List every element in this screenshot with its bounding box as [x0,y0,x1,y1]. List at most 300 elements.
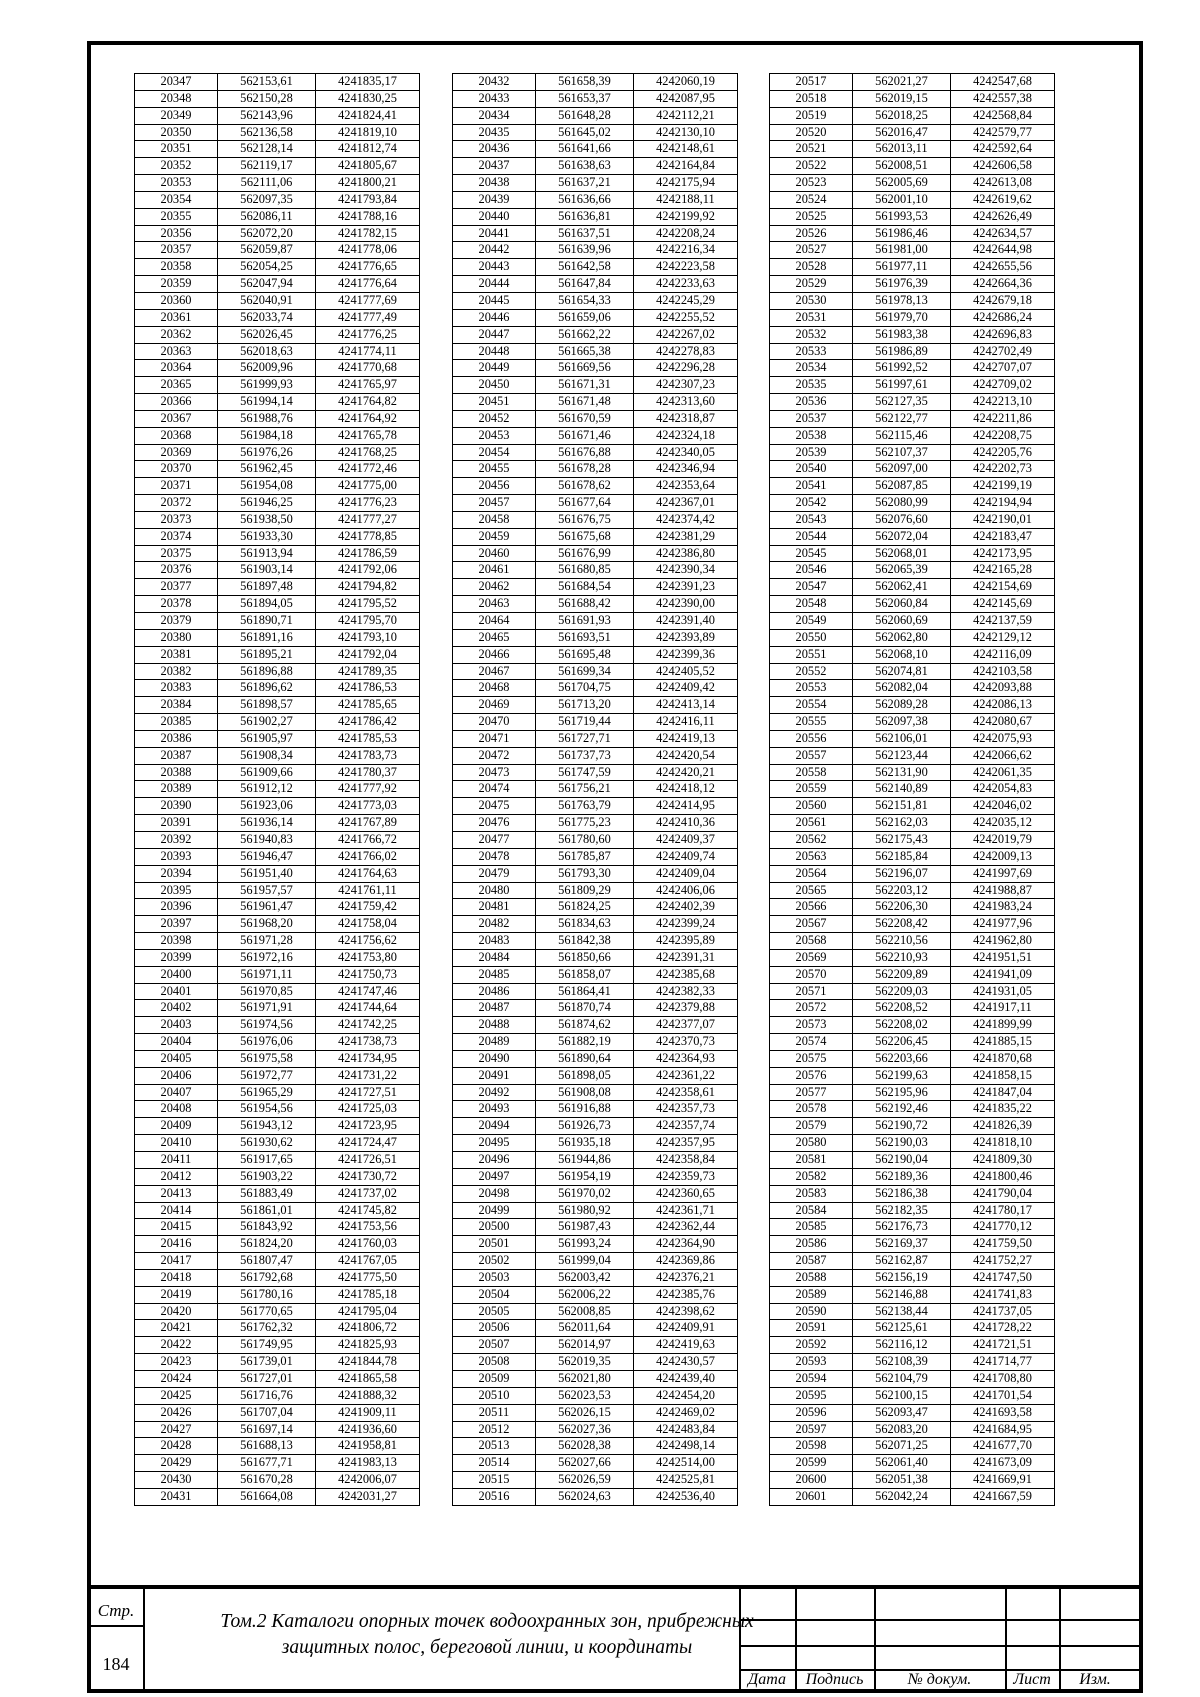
coordinate-x: 561645,02 [536,124,634,141]
table-row [453,1438,738,1455]
table-row [135,1067,420,1084]
coordinate-x: 562119,17 [218,158,316,175]
coordinate-x: 561654,33 [536,292,634,309]
point-id: 20572 [770,1000,853,1017]
table-row [453,983,738,1000]
coordinate-x: 562176,73 [853,1219,951,1236]
table-row [453,1269,738,1286]
table-row [453,730,738,747]
coordinate-x: 561676,99 [536,545,634,562]
coordinate-x: 562054,25 [218,259,316,276]
point-id: 20489 [453,1034,536,1051]
coordinate-x: 561972,77 [218,1067,316,1084]
table-row [770,730,1055,747]
table-row [453,1286,738,1303]
table-row [770,1034,1055,1051]
coordinate-y: 4242399,36 [634,646,738,663]
coordinates-table-column-2 [452,73,738,1506]
point-id: 20386 [135,730,218,747]
coordinate-y: 4242370,73 [634,1034,738,1051]
table-row [770,292,1055,309]
table-row [135,276,420,293]
table-row [135,545,420,562]
coordinate-y: 4242409,04 [634,865,738,882]
coordinate-x: 562210,56 [853,933,951,950]
coordinate-x: 562107,37 [853,444,951,461]
point-id: 20452 [453,410,536,427]
coordinate-y: 4241775,00 [316,478,420,495]
point-id: 20549 [770,613,853,630]
coordinate-y: 4242208,24 [634,225,738,242]
coordinate-y: 4242483,84 [634,1421,738,1438]
table-row [135,1168,420,1185]
table-row [770,124,1055,141]
table-row [453,158,738,175]
coordinate-x: 562071,25 [853,1438,951,1455]
point-id: 20450 [453,377,536,394]
coordinate-x: 562196,07 [853,865,951,882]
coordinate-y: 4241795,52 [316,596,420,613]
point-id: 20458 [453,511,536,528]
page-label: Стр. [97,1601,135,1620]
point-id: 20483 [453,933,536,950]
coordinate-x: 562162,87 [853,1253,951,1270]
point-id: 20562 [770,831,853,848]
point-id: 20443 [453,259,536,276]
coordinate-x: 562127,35 [853,394,951,411]
coordinate-y: 4242364,90 [634,1236,738,1253]
coordinate-x: 561638,63 [536,158,634,175]
point-id: 20353 [135,175,218,192]
table-row [770,1387,1055,1404]
table-row [453,1337,738,1354]
point-id: 20540 [770,461,853,478]
coordinate-y: 4242409,91 [634,1320,738,1337]
coordinate-x: 561780,16 [218,1286,316,1303]
point-id: 20601 [770,1488,853,1505]
table-row [135,191,420,208]
coordinate-x: 561896,62 [218,680,316,697]
table-row [453,933,738,950]
coordinate-y: 4242367,01 [634,495,738,512]
coordinate-y: 4241931,05 [951,983,1055,1000]
table-row [135,141,420,158]
point-id: 20389 [135,781,218,798]
coordinate-y: 4242112,21 [634,107,738,124]
table-row [135,798,420,815]
point-id: 20462 [453,579,536,596]
coordinate-x: 562087,85 [853,478,951,495]
coordinate-x: 561980,92 [536,1202,634,1219]
coordinate-y: 4242391,40 [634,613,738,630]
table-row [453,360,738,377]
table-row [770,697,1055,714]
table-row [770,1472,1055,1489]
coordinate-x: 562089,28 [853,697,951,714]
point-id: 20373 [135,511,218,528]
table-row [770,865,1055,882]
coordinate-x: 561977,11 [853,259,951,276]
coordinate-x: 561719,44 [536,714,634,731]
point-id: 20539 [770,444,853,461]
point-id: 20475 [453,798,536,815]
point-id: 20556 [770,730,853,747]
table-row [135,714,420,731]
point-id: 20414 [135,1202,218,1219]
point-id: 20581 [770,1152,853,1169]
table-row [453,478,738,495]
coordinate-y: 4242009,13 [951,848,1055,865]
table-row [135,613,420,630]
point-id: 20529 [770,276,853,293]
point-id: 20376 [135,562,218,579]
coordinate-y: 4242655,56 [951,259,1055,276]
point-id: 20356 [135,225,218,242]
table-row [135,831,420,848]
table-row [135,528,420,545]
coordinate-y: 4242357,73 [634,1101,738,1118]
coordinate-y: 4242469,02 [634,1404,738,1421]
point-id: 20378 [135,596,218,613]
coordinate-y: 4241825,93 [316,1337,420,1354]
point-id: 20401 [135,983,218,1000]
coordinate-y: 4241835,22 [951,1101,1055,1118]
point-id: 20582 [770,1168,853,1185]
table-row [770,1185,1055,1202]
table-row [453,1236,738,1253]
coordinate-y: 4242154,69 [951,579,1055,596]
coordinate-y: 4242634,57 [951,225,1055,242]
table-row [453,1387,738,1404]
point-id: 20577 [770,1084,853,1101]
coordinate-y: 4242358,61 [634,1084,738,1101]
coordinate-x: 562093,47 [853,1404,951,1421]
coordinate-x: 561697,14 [218,1421,316,1438]
coordinate-y: 4241809,30 [951,1152,1055,1169]
coordinate-y: 4242353,64 [634,478,738,495]
coordinate-x: 561978,13 [853,292,951,309]
table-row [453,1219,738,1236]
point-id: 20505 [453,1303,536,1320]
coordinate-x: 562123,44 [853,747,951,764]
point-id: 20468 [453,680,536,697]
coordinate-x: 562192,46 [853,1101,951,1118]
point-id: 20589 [770,1286,853,1303]
point-id: 20366 [135,394,218,411]
coordinate-x: 561688,13 [218,1438,316,1455]
coordinate-y: 4242183,47 [951,528,1055,545]
coordinate-y: 4242418,12 [634,781,738,798]
coordinate-x: 561975,58 [218,1050,316,1067]
table-row [770,882,1055,899]
table-row [453,1168,738,1185]
point-id: 20490 [453,1050,536,1067]
table-row [135,74,420,91]
table-row [770,613,1055,630]
point-id: 20544 [770,528,853,545]
table-row [770,916,1055,933]
coordinate-x: 562042,24 [853,1488,951,1505]
table-row [770,1303,1055,1320]
table-row [770,764,1055,781]
point-id: 20520 [770,124,853,141]
coordinate-x: 561699,34 [536,663,634,680]
coordinate-x: 562001,10 [853,191,951,208]
coordinate-y: 4242208,75 [951,427,1055,444]
table-row [453,1084,738,1101]
coordinate-x: 562027,36 [536,1421,634,1438]
table-row [770,714,1055,731]
table-row [453,427,738,444]
coordinate-x: 561981,00 [853,242,951,259]
point-id: 20512 [453,1421,536,1438]
table-row [135,461,420,478]
table-row [770,309,1055,326]
coordinate-x: 561909,66 [218,764,316,781]
point-id: 20511 [453,1404,536,1421]
coordinate-y: 4241792,06 [316,562,420,579]
table-row [770,966,1055,983]
table-row [453,949,738,966]
table-row [453,309,738,326]
coordinate-y: 4242357,74 [634,1118,738,1135]
coordinate-y: 4241772,46 [316,461,420,478]
coordinate-y: 4242307,23 [634,377,738,394]
point-id: 20349 [135,107,218,124]
table-row [770,781,1055,798]
point-id: 20359 [135,276,218,293]
table-row [770,1404,1055,1421]
coordinate-x: 562061,40 [853,1455,951,1472]
coordinate-x: 561809,29 [536,882,634,899]
coordinate-y: 4242702,49 [951,343,1055,360]
coordinate-y: 4242664,36 [951,276,1055,293]
coordinate-y: 4241752,27 [951,1253,1055,1270]
coordinate-x: 561923,06 [218,798,316,815]
point-id: 20391 [135,815,218,832]
table-row [135,933,420,950]
coordinate-x: 561984,18 [218,427,316,444]
coordinate-y: 4241783,73 [316,747,420,764]
table-row [135,1455,420,1472]
table-row [453,831,738,848]
coordinate-y: 4241767,89 [316,815,420,832]
coordinate-y: 4241764,92 [316,410,420,427]
coordinate-x: 561938,50 [218,511,316,528]
table-row [135,848,420,865]
coordinate-y: 4242035,12 [951,815,1055,832]
coordinate-x: 561968,20 [218,916,316,933]
coordinate-x: 562068,01 [853,545,951,562]
coordinate-y: 4242379,88 [634,1000,738,1017]
point-id: 20515 [453,1472,536,1489]
coordinate-y: 4242390,34 [634,562,738,579]
table-row [770,1084,1055,1101]
coordinate-y: 4241738,73 [316,1034,420,1051]
coordinate-y: 4242061,35 [951,764,1055,781]
coordinate-x: 562169,37 [853,1236,951,1253]
point-id: 20542 [770,495,853,512]
coordinate-y: 4242390,00 [634,596,738,613]
coordinate-y: 4242361,22 [634,1067,738,1084]
coordinate-y: 4241677,70 [951,1438,1055,1455]
coordinate-y: 4241758,04 [316,916,420,933]
table-row [135,1354,420,1371]
table-row [135,158,420,175]
coordinate-x: 562115,46 [853,427,951,444]
point-id: 20419 [135,1286,218,1303]
coordinate-x: 562060,69 [853,613,951,630]
point-id: 20362 [135,326,218,343]
coordinate-y: 4242165,28 [951,562,1055,579]
point-id: 20600 [770,1472,853,1489]
table-row [135,1269,420,1286]
coordinate-y: 4242205,76 [951,444,1055,461]
coordinate-x: 561974,56 [218,1017,316,1034]
point-id: 20423 [135,1354,218,1371]
coordinate-y: 4242116,09 [951,646,1055,663]
point-id: 20409 [135,1118,218,1135]
table-row [453,1101,738,1118]
table-row [453,124,738,141]
coordinate-y: 4241747,50 [951,1269,1055,1286]
coordinate-x: 561943,12 [218,1118,316,1135]
coordinate-y: 4242536,40 [634,1488,738,1505]
point-id: 20445 [453,292,536,309]
coordinate-x: 561669,56 [536,360,634,377]
signature-header: Подпись [805,1671,864,1688]
coordinate-x: 561707,04 [218,1404,316,1421]
coordinate-y: 4241776,23 [316,495,420,512]
point-id: 20372 [135,495,218,512]
table-row [770,1337,1055,1354]
table-row [135,1286,420,1303]
title-block [87,1585,1143,1693]
table-row [770,141,1055,158]
coordinate-x: 561908,34 [218,747,316,764]
coordinate-x: 562209,03 [853,983,951,1000]
table-row [770,1354,1055,1371]
coordinate-y: 4242145,69 [951,596,1055,613]
point-id: 20406 [135,1067,218,1084]
point-id: 20351 [135,141,218,158]
point-id: 20535 [770,377,853,394]
point-id: 20477 [453,831,536,848]
coordinate-y: 4241753,56 [316,1219,420,1236]
point-id: 20516 [453,1488,536,1505]
point-id: 20503 [453,1269,536,1286]
coordinate-x: 562080,99 [853,495,951,512]
point-id: 20537 [770,410,853,427]
table-row [453,175,738,192]
point-id: 20392 [135,831,218,848]
point-id: 20368 [135,427,218,444]
coordinate-y: 4242075,93 [951,730,1055,747]
coordinate-y: 4241708,80 [951,1370,1055,1387]
coordinate-y: 4242707,07 [951,360,1055,377]
point-id: 20533 [770,343,853,360]
coordinate-x: 561671,48 [536,394,634,411]
point-id: 20454 [453,444,536,461]
table-row [770,596,1055,613]
table-row [770,225,1055,242]
point-id: 20464 [453,613,536,630]
point-id: 20571 [770,983,853,1000]
coordinate-x: 561637,21 [536,175,634,192]
table-row [135,1404,420,1421]
point-id: 20598 [770,1438,853,1455]
coordinate-x: 562027,66 [536,1455,634,1472]
coordinate-x: 562185,84 [853,848,951,865]
coordinate-x: 561684,54 [536,579,634,596]
coordinate-x: 561653,37 [536,90,634,107]
point-id: 20402 [135,1000,218,1017]
coordinate-y: 4242087,95 [634,90,738,107]
point-id: 20466 [453,646,536,663]
coordinate-x: 561976,26 [218,444,316,461]
point-id: 20568 [770,933,853,950]
point-id: 20570 [770,966,853,983]
coordinate-y: 4242409,74 [634,848,738,865]
coordinate-y: 4242267,02 [634,326,738,343]
point-id: 20485 [453,966,536,983]
point-id: 20432 [453,74,536,91]
coordinate-y: 4241785,18 [316,1286,420,1303]
coordinate-y: 4241774,11 [316,343,420,360]
point-id: 20455 [453,461,536,478]
coordinate-x: 561658,39 [536,74,634,91]
coordinate-y: 4241669,91 [951,1472,1055,1489]
coordinate-y: 4242211,86 [951,410,1055,427]
coordinate-x: 562026,59 [536,1472,634,1489]
coordinate-x: 562086,11 [218,208,316,225]
coordinate-y: 4241741,83 [951,1286,1055,1303]
point-id: 20579 [770,1118,853,1135]
point-id: 20394 [135,865,218,882]
coordinate-x: 561930,62 [218,1135,316,1152]
point-id: 20496 [453,1152,536,1169]
table-row [453,629,738,646]
table-row [770,1269,1055,1286]
table-row [135,1219,420,1236]
table-row [135,579,420,596]
table-row [453,259,738,276]
coordinate-x: 562199,63 [853,1067,951,1084]
coordinate-x: 562062,41 [853,579,951,596]
coordinate-x: 562122,77 [853,410,951,427]
coordinate-y: 4241793,10 [316,629,420,646]
coordinate-y: 4242410,36 [634,815,738,832]
point-id: 20357 [135,242,218,259]
point-id: 20404 [135,1034,218,1051]
coordinate-y: 4242340,05 [634,444,738,461]
point-id: 20379 [135,613,218,630]
point-id: 20420 [135,1303,218,1320]
table-row [770,461,1055,478]
point-id: 20558 [770,764,853,781]
point-id: 20596 [770,1404,853,1421]
coordinate-y: 4241737,02 [316,1185,420,1202]
point-id: 20555 [770,714,853,731]
coordinate-y: 4241764,82 [316,394,420,411]
coordinate-y: 4242164,84 [634,158,738,175]
coordinate-x: 562146,88 [853,1286,951,1303]
table-row [135,781,420,798]
coordinate-x: 562082,04 [853,680,951,697]
point-id: 20517 [770,74,853,91]
table-row [135,1472,420,1489]
point-id: 20557 [770,747,853,764]
